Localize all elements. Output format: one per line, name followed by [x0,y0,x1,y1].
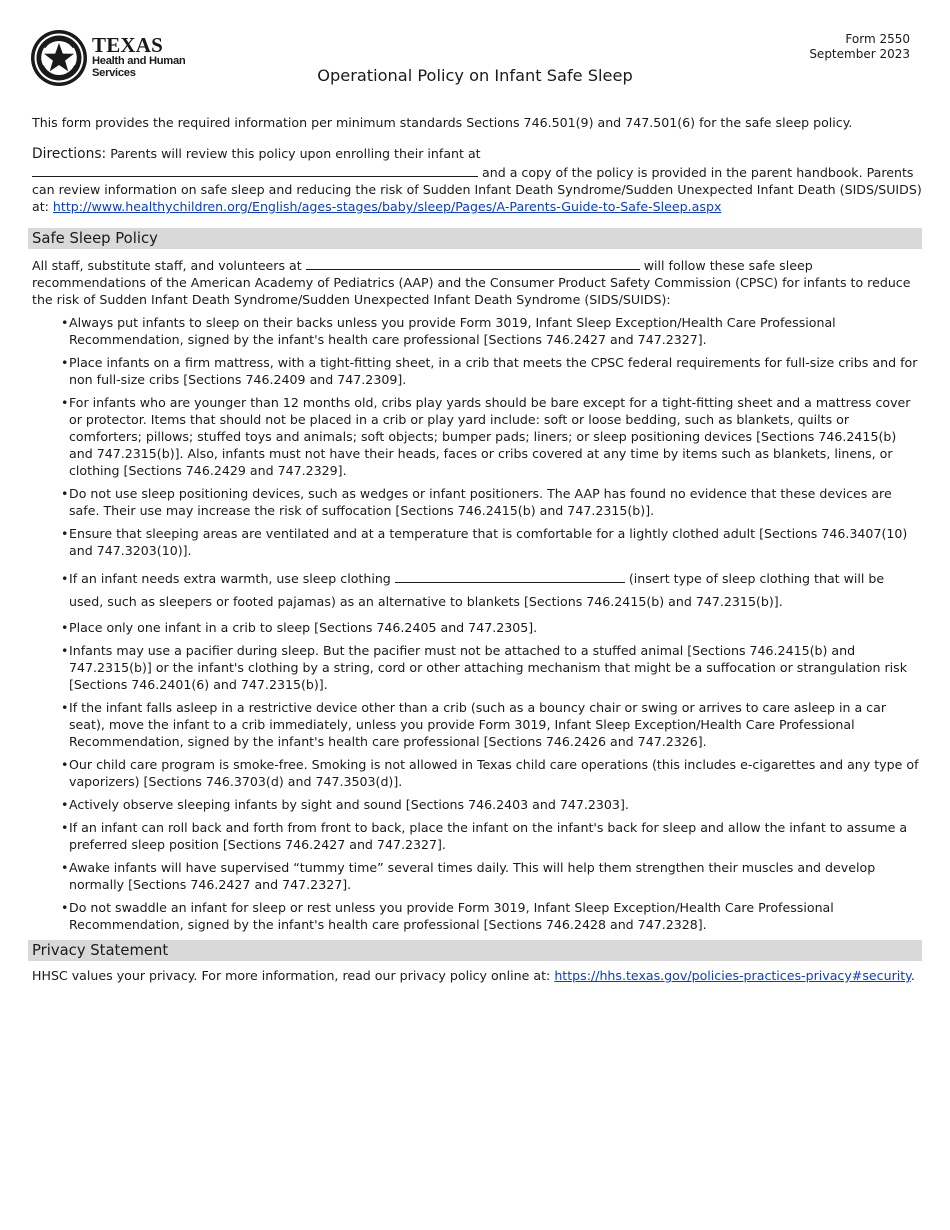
warmth-text-after: (insert type of sleep clothing that will be used, such as sleepers or footed pajamas) as an alternative to blankets [Sections 746.2415(b) and 747.2315(b)]. [69,571,885,609]
logo-line-1: TEXAS [92,33,164,57]
list-item: • Our child care program is smoke-free. Smoking is not allowed in Texas child care operations (this includes e-cigarettes and any type of vaporizers) [Sections 746.3703(d) and 747.3503(d)]. [61,756,919,790]
list-item: • For infants who are younger than 12 months old, cribs play yards should be bare except for a tight-fitting sheet and a mattress cover or protector. Items that should not be placed in a crib or play yard include: soft or loose bedding, such as blankets, quilts or comforters; pillows; stuffed toys and animals; soft objects; bumper pads; liners; or sleep positioning devices [Sections 746.2415(b) and 747.2315(b)]. Also, infants must not have their heads, faces or cribs covered at any time by items such as blankets, linens, or clothing [Sections 746.2429 and 747.2329]. [61,394,919,479]
directions-label: Directions: [32,146,107,162]
safe-sleep-intro [32,256,917,308]
list-item: • If the infant falls asleep in a restrictive device other than a crib (such as a bouncy chair or swing or arrives to care asleep in a car seat), move the infant to a crib immediately, unless you provide Form 3019, Infant Sleep Exception/Health Care Professional Recommendation, signed by the infant's health care professional [Sections 746.2426 and 747.2326]. [61,699,919,750]
page-title: Operational Policy on Infant Safe Sleep [317,66,633,85]
form-date: September 2023 [809,47,910,61]
privacy-period: . [910,968,915,983]
privacy-text: HHSC values your privacy. For more information, read our privacy policy online at: [32,968,551,983]
staff-operation-name-field[interactable] [306,256,640,270]
list-item: • Place infants on a firm mattress, with a tight-fitting sheet, in a crib that meets the CPSC federal requirements for full-size cribs and for non full-size cribs [Sections 746.2409 and 747.2309]. [61,354,919,388]
logo-line-2: Health and Human [92,55,186,67]
safe-sleep-guide-link[interactable]: http://www.healthychildren.org/English/ages-stages/baby/sleep/Pages/A-Parents-Guide-to-Safe-Sleep.aspx [52,199,722,214]
privacy-section-header [28,940,922,961]
privacy-policy-link[interactable]: https://hhs.texas.gov/policies-practices-privacy#security [554,968,911,983]
privacy-paragraph [32,967,922,984]
intro-text: This form provides the required information per minimum standards Sections 746.501(9) and 747.501(6) for the safe sleep policy. [32,115,853,130]
list-item: • Actively observe sleeping infants by sight and sound [Sections 746.2403 and 747.2303]. [61,796,919,813]
privacy-heading: Privacy Statement [32,942,169,959]
safe-sleep-heading: Safe Sleep Policy [32,230,158,247]
list-item: • Always put infants to sleep on their backs unless you provide Form 3019, Infant Sleep Exception/Health Care Professional Recommendation, signed by the infant's health care professional [Sections 746.2427 and 747.2327]. [61,314,919,348]
operation-name-field[interactable] [32,163,478,177]
warmth-text-before: If an infant needs extra warmth, use sleep clothing [69,571,391,586]
directions-paragraph [32,145,922,215]
list-item: • Place only one infant in a crib to sleep [Sections 746.2405 and 747.2305]. [61,619,919,636]
form-info [809,32,910,62]
safe-sleep-section-header [28,228,922,249]
list-item: • Do not swaddle an infant for sleep or rest unless you provide Form 3019, Infant Sleep Exception/Health Care Professional Recommendation, signed by the infant's health care professional [Sections 746.2428 and 747.2328]. [61,899,919,933]
list-item: • Infants may use a pacifier during sleep. But the pacifier must not be attached to a stuffed animal [Sections 746.2415(b) and 747.2315(b)] or the infant's clothing by a string, cord or other attaching mechanism that might be a suffocation or strangulation risk [Sections 746.2401(6) and 747.2315(b)]. [61,642,919,693]
list-item-warmth [61,567,919,613]
safe-sleep-intro-after: will follow these safe sleep recommendations of the American Academy of Pediatrics (AAP) and the Consumer Product Safety Commission (CPSC) for infants to reduce the risk of Sudden Infant Death Syndrome/Sudden Unexpected Infant Death Syndrome (SIDS/SUIDS): [32,258,911,307]
form-number: Form 2550 [845,32,910,46]
directions-text-after: and a copy of the policy is provided in the parent handbook. Parents can review information on safe sleep and reducing the risk of Sudden Infant Death Syndrome/Sudden Unexpected Infant Death (SIDS/SUIDS) at: [32,165,922,214]
logo-line-3: Services [92,67,136,79]
sleep-clothing-field[interactable] [395,569,625,583]
list-item: • Ensure that sleeping areas are ventilated and at a temperature that is comfortable for a lightly clothed adult [Sections 746.3407(10) and 747.3203(10)]. [61,525,919,559]
list-item: • Awake infants will have supervised “tummy time” several times daily. This will help them strengthen their muscles and develop normally [Sections 746.2427 and 747.2327]. [61,859,919,893]
directions-text-before: Parents will review this policy upon enrolling their infant at [110,146,481,161]
list-item: • Do not use sleep positioning devices, such as wedges or infant positioners. The AAP has found no evidence that these devices are safe. Their use may increase the risk of suffocation [Sections 746.2415(b) and 747.2315(b)]. [61,485,919,519]
safe-sleep-rules-list [61,314,919,939]
safe-sleep-intro-before: All staff, substitute staff, and volunteers at [32,258,302,273]
list-item: • If an infant can roll back and forth from front to back, place the infant on the infant's back for sleep and allow the infant to assume a preferred sleep position [Sections 746.2427 and 747.2327]. [61,819,919,853]
